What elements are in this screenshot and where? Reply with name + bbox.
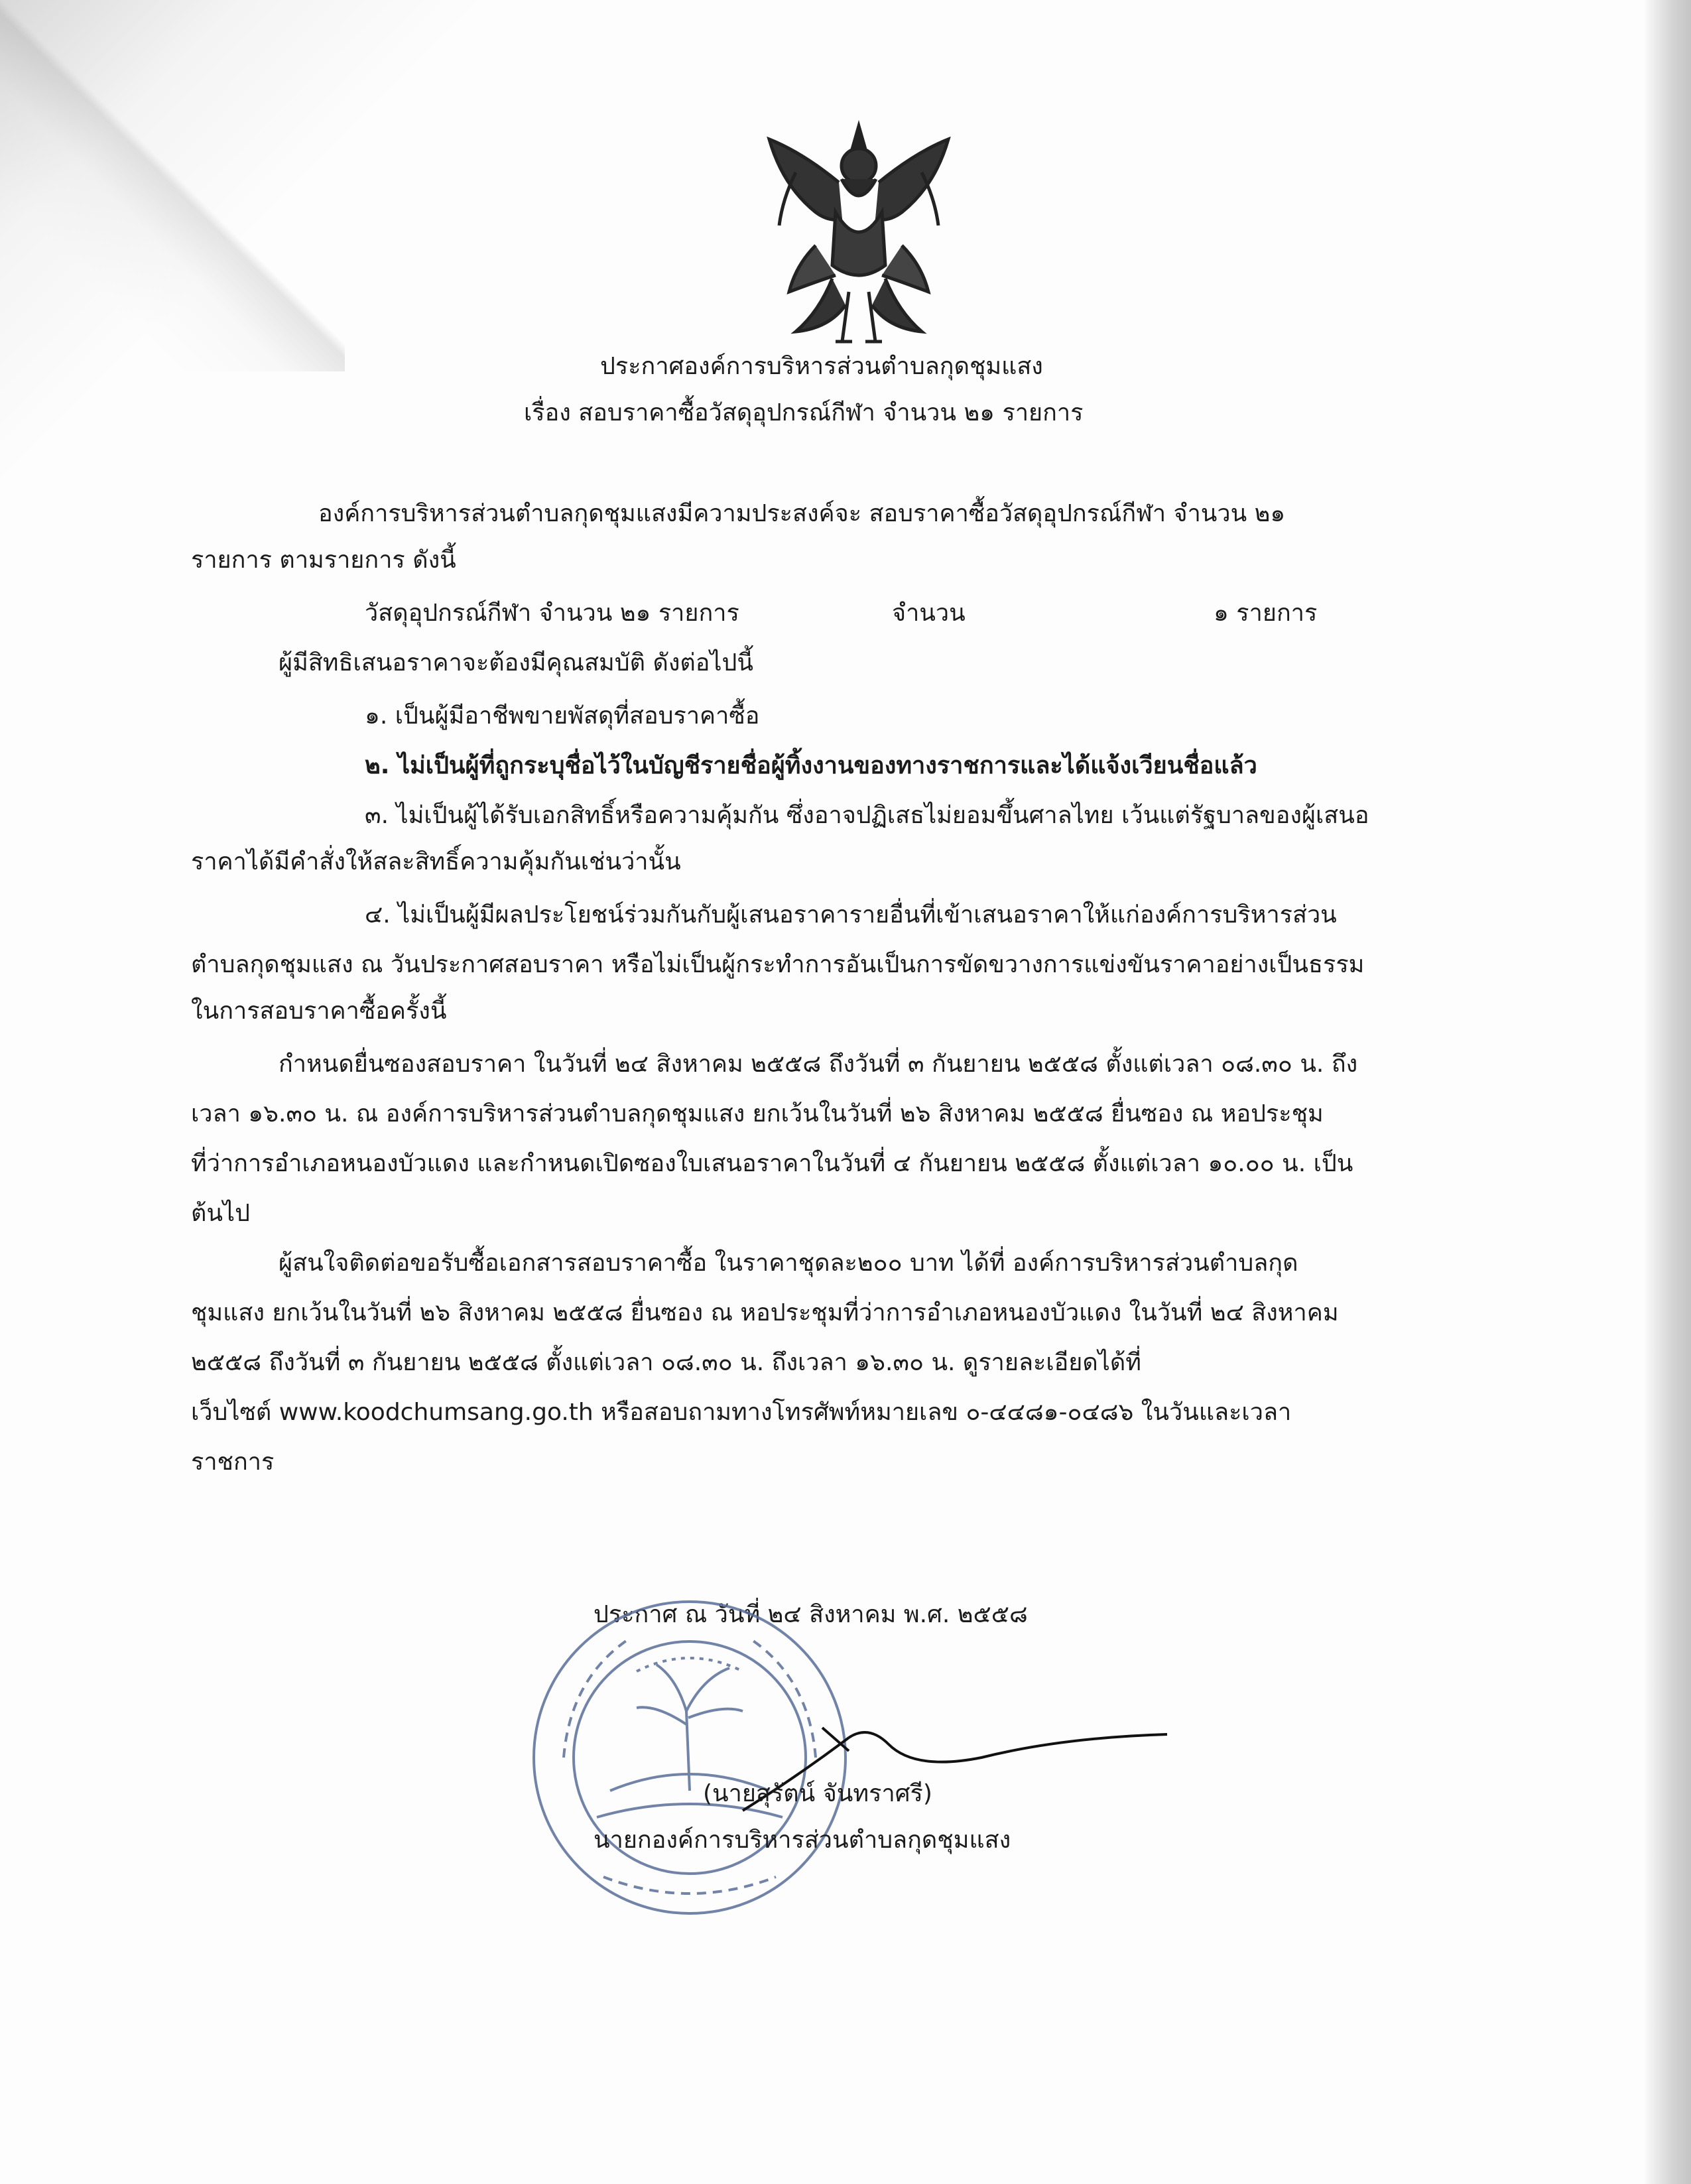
qualification-4-line-3: ในการสอบราคาซื้อครั้งนี้ [191,997,447,1025]
item-name: วัสดุอุปกรณ์กีฬา จำนวน ๒๑ รายการ [365,600,739,627]
contact-line-1: ผู้สนใจติดต่อขอรับซื้อเอกสารสอบราคาซื้อ ในราคาชุดละ๒๐๐ บาท ได้ที่ องค์การบริหารส่วนตำบลกุด [279,1250,1298,1277]
qualification-1: ๑. เป็นผู้มีอาชีพขายพัสดุที่สอบราคาซื้อ [365,702,760,730]
contact-line-2: ชุมแสง ยกเว้นในวันที่ ๒๖ สิงหาคม ๒๕๕๘ ยื่นซอง ณ หอประชุมที่ว่าการอำเภอหนองบัวแดง ในวันที่ ๒๔ สิงหาคม [191,1299,1339,1326]
contact-line-5: ราชการ [191,1448,275,1476]
qualification-4-line-2: ตำบลกุดชุมแสง ณ วันประกาศสอบราคา หรือไม่เป็นผู้กระทำการอันเป็นการขัดขวางการแข่งขันราคาอย่างเป็นธรรม [191,951,1365,978]
signer-title: นายกองค์การบริหารส่วนตำบลกุดชุมแสง [594,1827,1011,1854]
schedule-line-2: เวลา ๑๖.๓๐ น. ณ องค์การบริหารส่วนตำบลกุดชุมแสง ยกเว้นในวันที่ ๒๖ สิงหาคม ๒๕๕๘ ยื่นซอง ณ หอประชุม [191,1100,1324,1127]
document-title: ประกาศองค์การบริหารส่วนตำบลกุดชุมแสง [600,353,1043,380]
document-subject: เรื่อง สอบราคาซื้อวัสดุอุปกรณ์กีฬา จำนวน ๒๑ รายการ [524,399,1084,426]
qualification-3-line-2: ราคาได้มีคำสั่งให้สละสิทธิ์ความคุ้มกันเช่นว่านั้น [191,848,681,875]
scan-corner-shadow [0,0,345,371]
item-qty-value: ๑ รายการ [1214,600,1318,627]
qualification-3-line-1: ๓. ไม่เป็นผู้ได้รับเอกสิทธิ์หรือความคุ้มกัน ซึ่งอาจปฏิเสธไม่ยอมขึ้นศาลไทย เว้นแต่รัฐบาลของผู้เสนอ [365,802,1369,829]
contact-line-3: ๒๕๕๘ ถึงวันที่ ๓ กันยายน ๒๕๕๘ ตั้งแต่เวลา ๐๘.๓๐ น. ถึงเวลา ๑๖.๓๐ น. ดูรายละเอียดได้ที่ [191,1349,1141,1376]
schedule-line-4: ต้นไป [191,1200,250,1227]
signer-name: (นายสุรัตน์ จันทราศรี) [703,1780,932,1807]
intro-line-2: รายการ ตามรายการ ดังนี้ [191,546,456,574]
intro-line-1: องค์การบริหารส่วนตำบลกุดชุมแสงมีความประสงค์จะ สอบราคาซื้อวัสดุอุปกรณ์กีฬา จำนวน ๒๑ [318,500,1286,527]
contact-line-4: เว็บไซต์ www.koodchumsang.go.th หรือสอบถามทางโทรศัพท์หมายเลข ๐-๔๔๘๑-๐๔๘๖ ในวันและเวลา [191,1399,1292,1426]
qualification-4-line-1: ๔. ไม่เป็นผู้มีผลประโยชน์ร่วมกันกับผู้เสนอราคารายอื่นที่เข้าเสนอราคาให้แก่องค์การบริหารส่วน [365,901,1337,929]
announcement-date: ประกาศ ณ วันที่ ๒๔ สิงหาคม พ.ศ. ๒๕๕๘ [594,1601,1028,1628]
scan-right-edge [1645,0,1691,2184]
qualification-2: ๒. ไม่เป็นผู้ที่ถูกระบุชื่อไว้ในบัญชีรายชื่อผู้ทิ้งงานของทางราชการและได้แจ้งเวียนชื่อแล้ว [365,752,1257,779]
signature-icon [716,1698,1180,1844]
item-qty-label: จำนวน [892,600,966,627]
garuda-emblem-icon [756,113,962,352]
schedule-line-1: กำหนดยื่นซองสอบราคา ในวันที่ ๒๔ สิงหาคม ๒๕๕๘ ถึงวันที่ ๓ กันยายน ๒๕๕๘ ตั้งแต่เวลา ๐๘.๓๐ น. ถึง [279,1051,1358,1078]
qualification-heading: ผู้มีสิทธิเสนอราคาจะต้องมีคุณสมบัติ ดังต่อไปนี้ [279,649,753,676]
schedule-line-3: ที่ว่าการอำเภอหนองบัวแดง และกำหนดเปิดซองใบเสนอราคาในวันที่ ๔ กันยายน ๒๕๕๘ ตั้งแต่เวลา ๑๐.๐๐ น. เป็น [191,1150,1353,1177]
